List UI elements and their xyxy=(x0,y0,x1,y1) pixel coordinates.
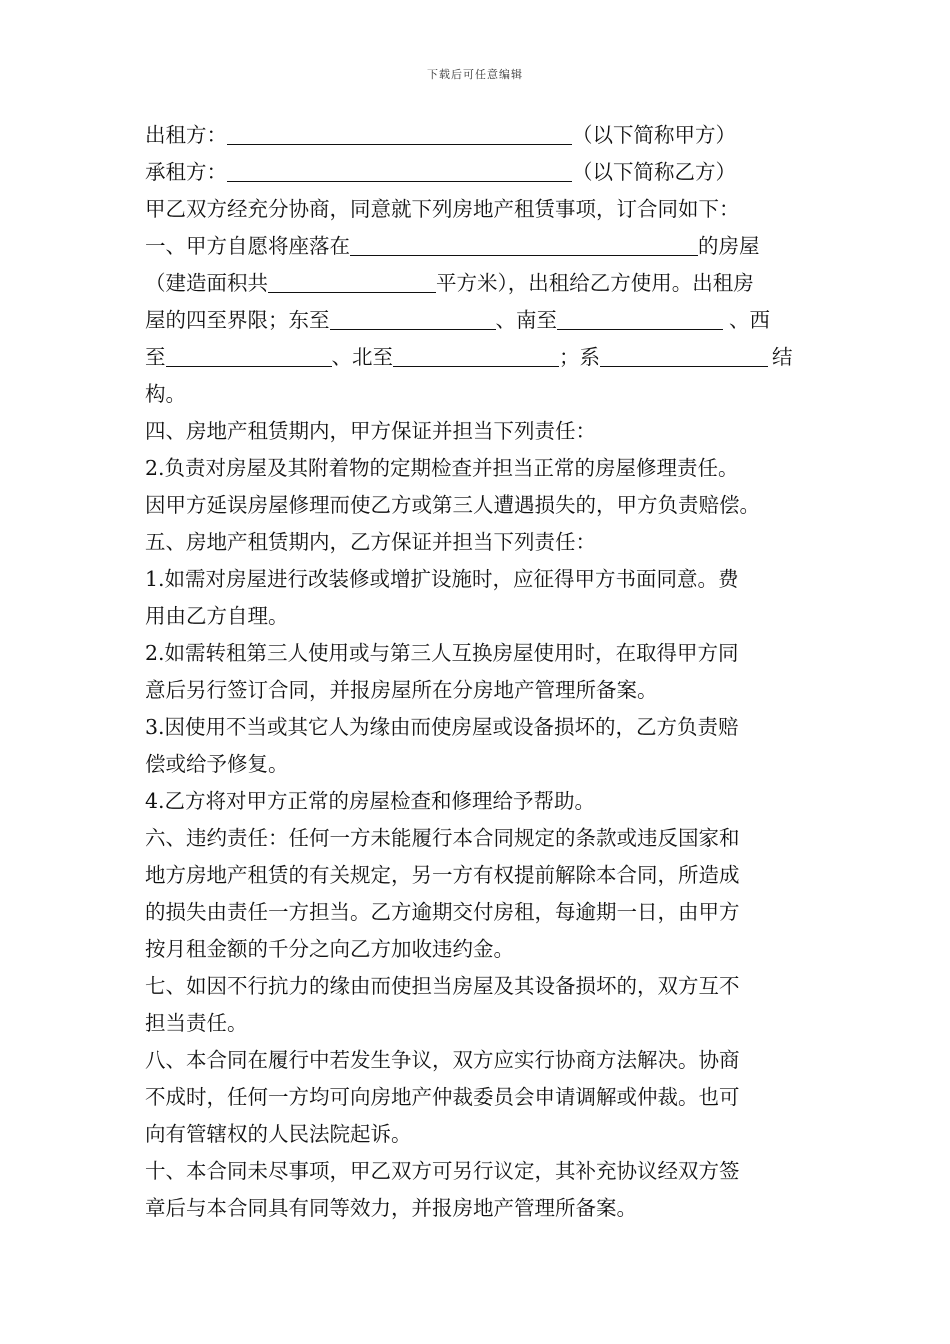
boundary-east-label: 屋的四至界限；东至 xyxy=(145,308,330,332)
area-label: （建造面积共 xyxy=(145,271,268,295)
east-blank xyxy=(330,309,496,330)
lessee-line xyxy=(145,154,807,191)
structure-label: ；系 xyxy=(559,345,600,369)
clause-1-line-5: 构。 xyxy=(145,382,186,406)
clause-6-line-4: 按月租金额的千分之向乙方加收违约金。 xyxy=(145,937,514,961)
clause-5-item-3: 3.因使用不当或其它人为缘由而使房屋或设备损坏的，乙方负责赔 xyxy=(145,715,739,739)
lessor-blank xyxy=(227,124,572,145)
clause-4-item-2: 2.负责对房屋及其附着物的定期检查并担当正常的房屋修理责任。 xyxy=(145,456,739,480)
clause-8-line-3: 向有管辖权的人民法院起诉。 xyxy=(145,1122,412,1146)
contract-body xyxy=(145,117,807,1227)
clause-7-line-1: 七、如因不行抗力的缘由而使担当房屋及其设备损坏的，双方互不 xyxy=(145,974,740,998)
lessor-note: （以下简称甲方） xyxy=(572,123,736,147)
clause-1-line-2 xyxy=(145,265,807,302)
clause-8-line-1: 八、本合同在履行中若发生争议，双方应实行协商方法解决。协商 xyxy=(145,1048,740,1072)
clause-6-line-1: 六、违约责任：任何一方未能履行本合同规定的条款或违反国家和 xyxy=(145,826,740,850)
clause-1-text-a: 一、甲方自愿将座落在 xyxy=(145,234,350,258)
clause-5-item-2: 2.如需转租第三人使用或与第三人互换房屋使用时，在取得甲方同 xyxy=(145,641,739,665)
address-blank xyxy=(350,235,698,256)
clause-5-item-1: 1.如需对房屋进行改装修或增扩设施时，应征得甲方书面同意。费 xyxy=(145,567,739,591)
page-header-note: 下载后可任意编辑 xyxy=(427,68,523,81)
structure-blank xyxy=(600,346,768,367)
lessor-label: 出租方： xyxy=(145,123,227,147)
clause-4-item-2-cont: 因甲方延误房屋修理而使乙方或第三人遭遇损失的，甲方负责赔偿。 xyxy=(145,493,760,517)
area-text: 平方米），出租给乙方使用。出租房 xyxy=(436,271,754,295)
lessee-note: （以下简称乙方） xyxy=(572,160,736,184)
clause-1-text-b: 的房屋 xyxy=(698,234,760,258)
clause-5-item-3-cont: 偿或给予修复。 xyxy=(145,752,289,776)
clause-8-line-2: 不成时，任何一方均可向房地产仲裁委员会申请调解或仲裁。也可 xyxy=(145,1085,740,1109)
clause-1-line-1 xyxy=(145,228,807,265)
south-blank xyxy=(557,309,723,330)
boundary-north-label: 、北至 xyxy=(331,345,393,369)
lessee-blank xyxy=(227,161,572,182)
boundary-west-label: 、西 xyxy=(729,308,770,332)
clause-5-item-2-cont: 意后另行签订合同，并报房屋所在分房地产管理所备案。 xyxy=(145,678,658,702)
clause-1-line-4 xyxy=(145,339,807,376)
clause-5-item-1-cont: 用由乙方自理。 xyxy=(145,604,289,628)
intro-line: 甲乙双方经充分协商，同意就下列房地产租赁事项，订合同如下： xyxy=(145,197,740,221)
clause-10-line-1: 十、本合同未尽事项，甲乙双方可另行议定，其补充协议经双方签 xyxy=(145,1159,740,1183)
clause-5-heading: 五、房地产租赁期内，乙方保证并担当下列责任： xyxy=(145,530,596,554)
clause-4-heading: 四、房地产租赁期内，甲方保证并担当下列责任： xyxy=(145,419,596,443)
north-blank xyxy=(393,346,559,367)
clause-10-line-2: 章后与本合同具有同等效力，并报房地产管理所备案。 xyxy=(145,1196,637,1220)
clause-6-line-3: 的损失由责任一方担当。乙方逾期交付房租，每逾期一日，由甲方 xyxy=(145,900,740,924)
boundary-south-label: 、南至 xyxy=(495,308,557,332)
west-blank xyxy=(166,346,332,367)
structure-suffix: 结 xyxy=(772,345,793,369)
clause-6-line-2: 地方房地产租赁的有关规定，另一方有权提前解除本合同，所造成 xyxy=(145,863,740,887)
clause-1-line-3 xyxy=(145,302,807,339)
lessor-line xyxy=(145,117,807,154)
clause-7-line-2: 担当责任。 xyxy=(145,1011,248,1035)
boundary-west-cont: 至 xyxy=(145,345,166,369)
lessee-label: 承租方： xyxy=(145,160,227,184)
area-blank xyxy=(268,272,436,293)
clause-5-item-4: 4.乙方将对甲方正常的房屋检查和修理给予帮助。 xyxy=(145,789,596,813)
